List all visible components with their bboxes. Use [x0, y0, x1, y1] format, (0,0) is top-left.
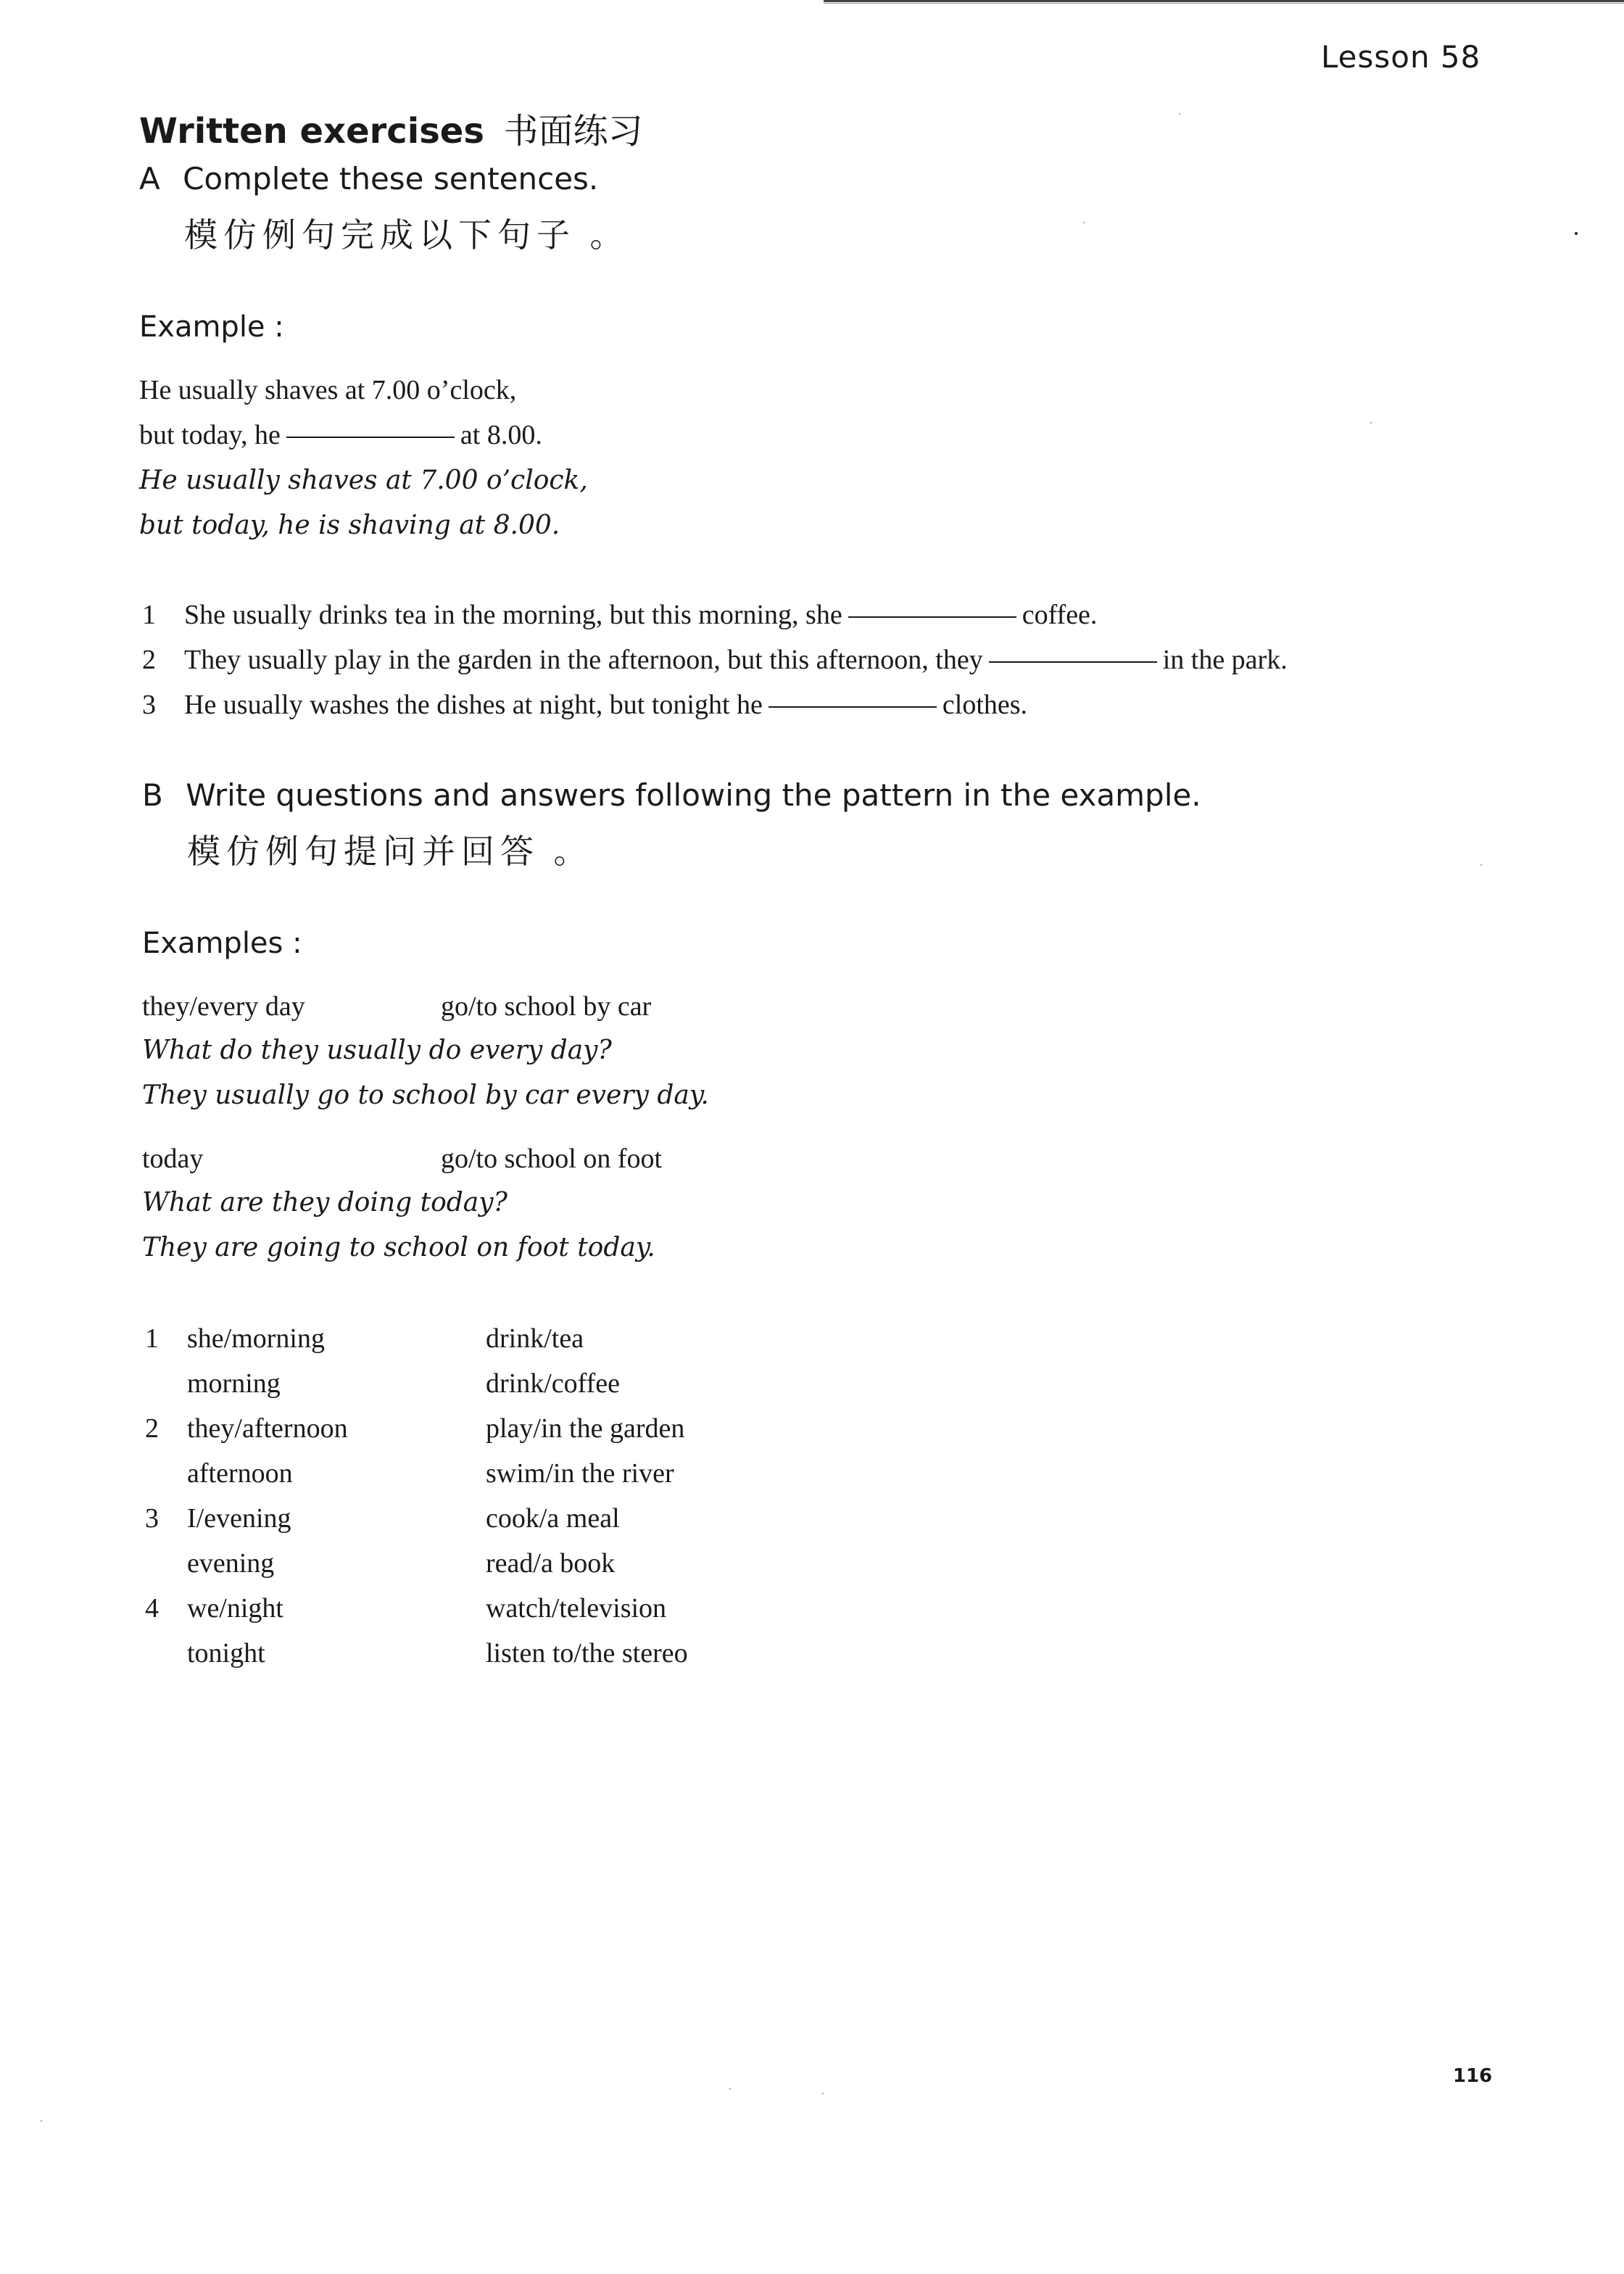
scan-speck: [1370, 422, 1372, 423]
item-text-after: coffee.: [1022, 600, 1098, 630]
section-a-letter: A: [139, 161, 160, 197]
scan-speck: [41, 2120, 42, 2122]
example-2-answer: They are going to school on foot today.: [142, 1233, 655, 1262]
top-rule: [824, 0, 1624, 2]
example-line-2-before: but today, he: [139, 420, 281, 450]
section-a-instruction-zh: 模仿例句完成以下句子 。: [184, 217, 629, 254]
page-title-en: Written exercises: [139, 111, 484, 152]
item-text-after: clothes.: [942, 690, 1028, 720]
lesson-label: Lesson 58: [1321, 39, 1481, 75]
section-b-item-number: 2: [145, 1413, 159, 1444]
section-b-item-left: we/night: [187, 1593, 283, 1624]
example-line-2-after: at 8.00.: [460, 420, 542, 450]
example-1-cue-left: they/every day: [142, 991, 305, 1022]
section-a-instruction: [139, 161, 598, 197]
section-b-item-right: swim/in the river: [486, 1458, 674, 1489]
section-b-instruction-zh: 模仿例句提问并回答 。: [187, 833, 593, 870]
page-title-zh: 书面练习: [503, 111, 643, 152]
section-b-item-left: evening: [187, 1548, 275, 1579]
scan-speck: [1179, 113, 1180, 115]
scan-speck: [729, 2088, 731, 2090]
page-title: [139, 103, 643, 153]
section-b-item-left: I/evening: [187, 1503, 291, 1534]
section-b-item-left: tonight: [187, 1638, 265, 1669]
item-number: 1: [142, 600, 156, 630]
section-b-item-right: watch/television: [486, 1593, 667, 1624]
example-line-2: [139, 419, 542, 451]
page-number: 116: [1453, 2065, 1493, 2087]
scan-speck: [1480, 864, 1482, 866]
item-text-before: He usually washes the dishes at night, but tonight he: [184, 690, 763, 720]
section-a-item-2: [142, 644, 1288, 676]
example-blank: [286, 437, 455, 438]
section-a-item-1: [142, 599, 1097, 631]
section-b-item-right: read/a book: [486, 1548, 616, 1579]
scan-speck: [822, 2093, 824, 2094]
top-rule-thin: [824, 3, 1624, 4]
item-blank: [989, 661, 1157, 663]
example-1-answer: They usually go to school by car every day.: [142, 1080, 709, 1110]
item-text-before: She usually drinks tea in the morning, but this morning, she: [184, 600, 842, 630]
section-b-item-left: afternoon: [187, 1458, 293, 1489]
example-1-question: What do they usually do every day?: [142, 1035, 612, 1065]
section-b-item-left: morning: [187, 1368, 281, 1399]
section-b-instruction: [142, 777, 1201, 813]
section-a-item-3: [142, 689, 1027, 721]
example-1-cue-right: go/to school by car: [441, 991, 652, 1022]
example-2-question: What are they doing today?: [142, 1188, 508, 1217]
section-b-item-right: cook/a meal: [486, 1503, 620, 1534]
example-label: Example :: [139, 310, 284, 344]
item-blank: [768, 706, 937, 708]
section-b-item-number: 3: [145, 1503, 159, 1534]
section-b-instruction-text: Write questions and answers following the pattern in the example.: [186, 777, 1201, 813]
item-blank: [848, 616, 1016, 618]
examples-label: Examples :: [142, 927, 302, 960]
section-b-item-number: 1: [145, 1323, 159, 1354]
section-b-item-number: 4: [145, 1593, 159, 1624]
example-answer-1: He usually shaves at 7.00 o’clock,: [139, 466, 588, 495]
item-text-before: They usually play in the garden in the afternoon, but this afternoon, they: [184, 645, 983, 675]
item-number: 2: [142, 645, 156, 675]
section-b-item-left: she/morning: [187, 1323, 325, 1354]
example-2-cue-right: go/to school on foot: [441, 1144, 663, 1174]
section-b-item-right: drink/coffee: [486, 1368, 620, 1399]
section-b-item-right: listen to/the stereo: [486, 1638, 688, 1669]
item-number: 3: [142, 690, 156, 720]
scan-speck: [1575, 232, 1578, 235]
section-b-item-right: play/in the garden: [486, 1413, 685, 1444]
scan-speck: [1083, 222, 1085, 223]
section-b-letter: B: [142, 777, 163, 813]
example-2-cue-left: today: [142, 1144, 204, 1174]
section-b-item-left: they/afternoon: [187, 1413, 348, 1444]
section-a-instruction-text: Complete these sentences.: [183, 161, 599, 197]
example-line-1: He usually shaves at 7.00 o’clock,: [139, 375, 517, 405]
section-b-item-right: drink/tea: [486, 1323, 584, 1354]
item-text-after: in the park.: [1162, 645, 1288, 675]
example-answer-2: but today, he is shaving at 8.00.: [139, 510, 560, 540]
